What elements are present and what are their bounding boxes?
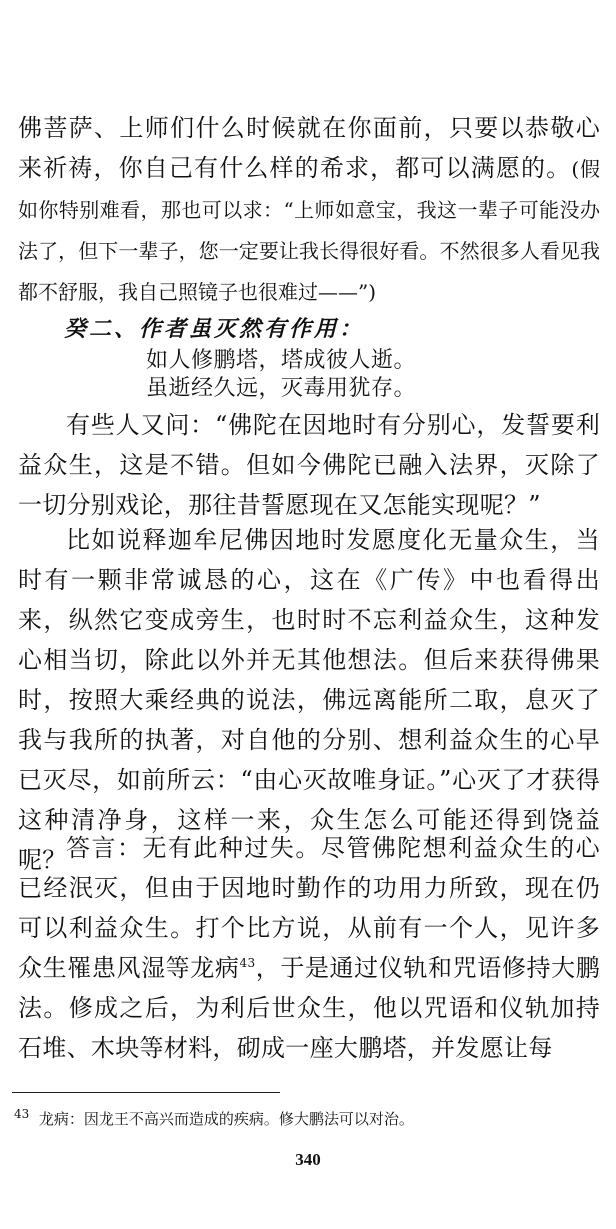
footnote-reference: 43 — [239, 956, 256, 970]
verse-line-1: 如人修鹏塔，塔成彼人逝。 — [146, 348, 417, 373]
top-paragraph-note: (假如你特别难看，那也可以求：“上师如意宝，我这一辈子可能没办法了，但下一辈子，您一定要让我长得很好看。不然很多人看见我都不舒服，我自己照镜子也很难过——”) — [18, 157, 600, 304]
footnote-text: 龙病：因龙王不高兴而造成的疾病。修大鹏法可以对治。 — [38, 1110, 414, 1128]
verse-line-2: 虽逝经久远，灭毒用犹存。 — [146, 376, 417, 401]
question-paragraph: 有些人又问：“佛陀在因地时有分别心，发誓要利益众生，这是不错。但如今佛陀已融入法界，灭除了一切分别戏论，那往昔誓愿现在又怎能实现呢？” — [18, 411, 600, 519]
footnote-number: 43 — [14, 1107, 30, 1121]
footnote — [14, 1108, 602, 1130]
example-paragraph: 比如说释迦牟尼佛因地时发愿度化无量众生，当时有一颗非常诚恳的心，这在《广传》中也看得出来，纵然它变成旁生，也时时不忘利益众生，这种发心相当切，除此以外并无其他想法。但后来获得佛果时，按照大乘经典的说法，佛远离能所二取，息灭了我与我所的执著，对自他的分别、想利益众生的心早已灭尽，如前所云：“由心灭故唯身证。”心灭了才获得这种清净身，这样一来，众生怎么可能还得到饶益呢？ — [18, 526, 600, 874]
top-paragraph — [18, 108, 600, 312]
answer-paragraph — [18, 828, 600, 1068]
page-number: 340 — [295, 1150, 321, 1169]
answer-text-1: 答言：无有此种过失。尽管佛陀想利益众生的心已经泯灭，但由于因地时勤作的功用力所致，现在仍可以利益众生。打个比方说，从前有一个人，见许多众生罹患风湿等龙病 — [18, 834, 600, 982]
footnote-divider — [12, 1092, 280, 1093]
top-paragraph-main: 佛菩萨、上师们什么时候就在你面前，只要以恭敬心来祈祷，你自己有什么样的希求，都可以满愿的。 — [18, 114, 600, 182]
answer-text-2: ，于是通过仪轨和咒语修持大鹏法。修成之后，为利后世众生，他以咒语和仪轨加持石堆、木块等材料，砌成一座大鹏塔，并发愿让每 — [18, 954, 600, 1062]
section-heading: 癸二、作者虽灭然有作用： — [64, 316, 365, 342]
